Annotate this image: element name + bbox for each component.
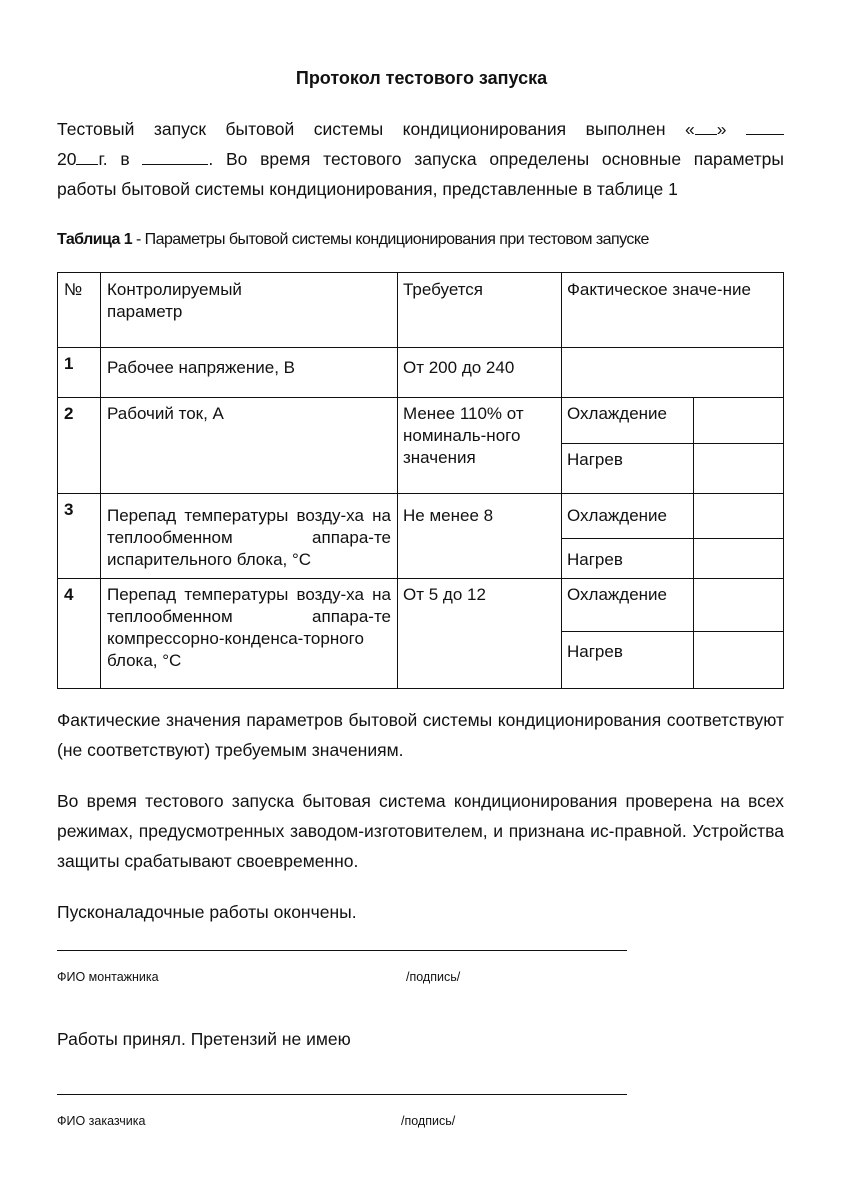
table-caption: Таблица 1 - Параметры бытовой системы кондиционирования при тестовом запуске	[57, 231, 649, 248]
installer-signature-line	[57, 950, 627, 951]
row-4-num: 4	[64, 585, 74, 604]
row-3-mode-heating: Нагрев	[567, 550, 623, 569]
row-1-param: Рабочее напряжение, В	[107, 358, 296, 377]
row-3-required: Не менее 8	[403, 506, 494, 525]
row-2-param: Рабочий ток, А	[107, 404, 224, 423]
intro-line-2: 20 г. в . Во время тестового запуска определены основные параметры	[57, 149, 784, 169]
row-4-param: Перепад температуры возду-ха на теплообменном аппара-те компрессорно-конденса-торного блока, °С	[107, 585, 391, 670]
header-num: №	[64, 280, 83, 299]
row-3-num: 3	[64, 500, 74, 519]
row-3-mode-cooling: Охлаждение	[567, 506, 667, 525]
intro-line-3: работы бытовой системы кондиционирования, представленные в таблице 1	[57, 179, 678, 199]
customer-signature-line	[57, 1094, 627, 1095]
row-2-mode-heating: Нагрев	[567, 450, 623, 469]
customer-signature-label: /подпись/	[401, 1114, 456, 1128]
intro-line-1: Тестовый запуск бытовой системы кондиционирования выполнен « »	[57, 114, 784, 144]
installer-fio-label: ФИО монтажника	[57, 970, 159, 984]
row-4-mode-cooling: Охлаждение	[567, 585, 667, 604]
row-1-required: От 200 до 240	[403, 358, 515, 377]
row-2-mode-cooling: Охлаждение	[567, 404, 667, 423]
header-required: Требуется	[403, 280, 484, 299]
check-text: Во время тестового запуска бытовая система кондиционирования проверена на всех режимах, предусмотренных заводом-изготовителем, и признана ис-правной. Устройства защиты срабатывают своевременно.	[57, 791, 784, 871]
conclusion-text: Фактические значения параметров бытовой системы кондиционирования соответствуют (не соответствуют) требуемым значениям.	[57, 710, 804, 760]
header-param: Контролируемый параметр	[107, 280, 242, 321]
row-2-required: Менее 110% от номиналь-ного значения	[403, 404, 524, 467]
customer-fio-label: ФИО заказчика	[57, 1114, 146, 1128]
works-accepted: Работы принял. Претензий не имею	[57, 1029, 351, 1049]
row-2-num: 2	[64, 404, 74, 423]
row-4-required: От 5 до 12	[403, 585, 486, 604]
row-1-num: 1	[64, 354, 74, 373]
header-actual: Фактическое значе-ние	[567, 280, 751, 299]
page-title: Протокол тестового запуска	[295, 68, 548, 88]
row-3-param: Перепад температуры возду-ха на теплообменном аппара-те испарительного блока, °С	[107, 506, 391, 569]
installer-signature-label: /подпись/	[406, 970, 461, 984]
works-finished: Пусконаладочные работы окончены.	[57, 902, 357, 922]
row-4-mode-heating: Нагрев	[567, 642, 623, 661]
parameters-table	[57, 272, 784, 689]
